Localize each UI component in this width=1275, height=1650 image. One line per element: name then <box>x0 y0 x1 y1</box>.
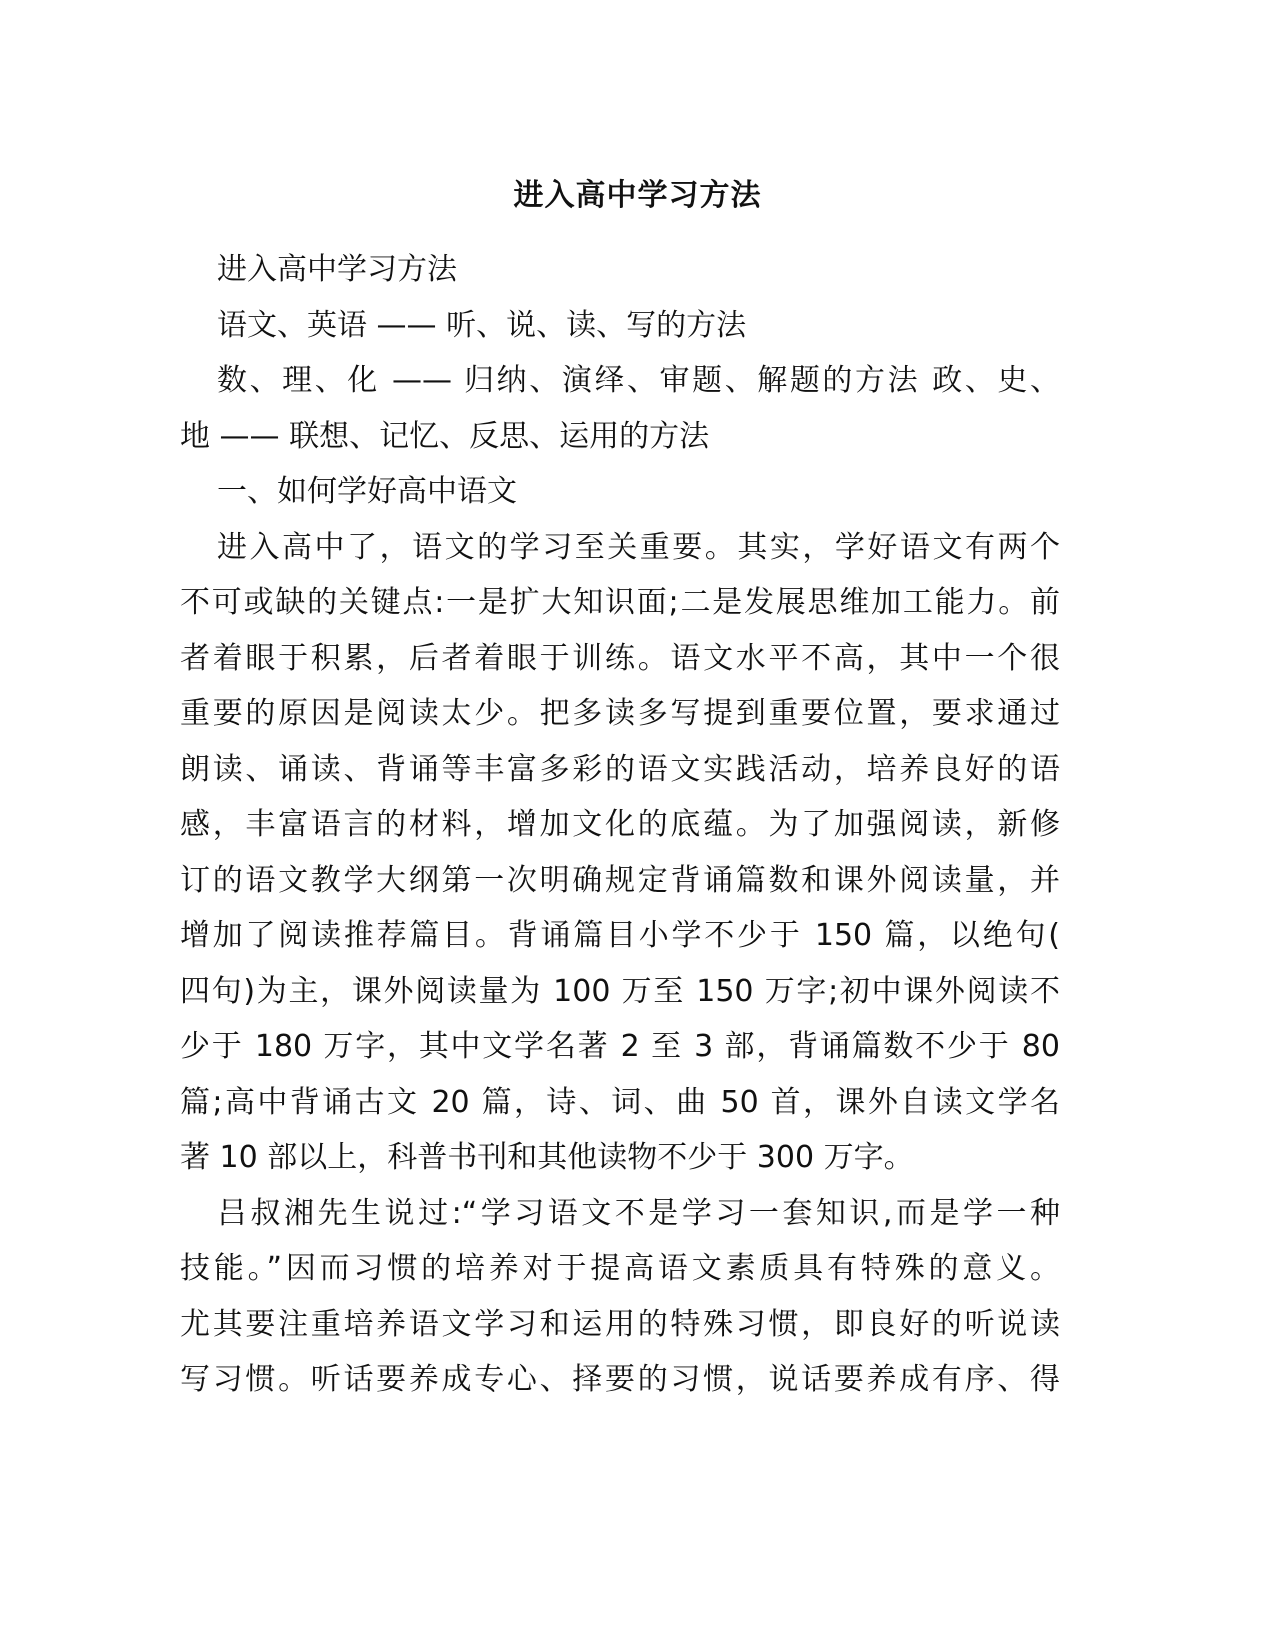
paragraph-line: 四句)为主，课外阅读量为 100 万至 150 万字;初中课外阅读不 <box>180 973 1060 1009</box>
paragraph-line: 者着眼于积累，后者着眼于训练。语文水平不高，其中一个很 <box>180 640 1060 676</box>
document-title: 进入高中学习方法 <box>513 178 762 213</box>
intro-line-language: 语文、英语 —— 听、说、读、写的方法 <box>217 307 747 343</box>
section-heading: 一、如何学好高中语文 <box>217 474 517 509</box>
paragraph-line: 写习惯。听话要养成专心、择要的习惯，说话要养成有序、得 <box>180 1362 1060 1397</box>
paragraph-line: 不可或缺的关键点:一是扩大知识面;二是发展思维加工能力。前 <box>180 585 1060 620</box>
paragraph-line: 重要的原因是阅读太少。把多读多写提到重要位置，要求通过 <box>180 696 1060 731</box>
paragraph-line: 吕叔湘先生说过:“学习语文不是学习一套知识,而是学一种 <box>217 1195 1060 1231</box>
document-body <box>180 242 1060 1408</box>
intro-heading: 进入高中学习方法 <box>217 252 457 287</box>
intro-line-science: 数、理、化 —— 归纳、演绎、审题、解题的方法 政、史、 <box>217 363 1060 398</box>
paragraph-line: 尤其要注重培养语文学习和运用的特殊习惯，即良好的听说读 <box>180 1306 1060 1342</box>
paragraph-line: 少于 180 万字，其中文学名著 2 至 3 部，背诵篇数不少于 80 <box>180 1029 1060 1064</box>
paragraph-line: 进入高中了，语文的学习至关重要。其实，学好语文有两个 <box>217 529 1060 565</box>
intro-line-humanities: 地 —— 联想、记忆、反思、运用的方法 <box>180 418 710 454</box>
paragraph-line: 技能。”因而习惯的培养对于提高语文素质具有特殊的意义。 <box>180 1251 1060 1286</box>
paragraph-line: 篇;高中背诵古文 20 篇，诗、词、曲 50 首，课外自读文学名 <box>180 1084 1060 1120</box>
paragraph-line: 感，丰富语言的材料，增加文化的底蕴。为了加强阅读，新修 <box>180 807 1060 842</box>
paragraph-line: 订的语文教学大纲第一次明确规定背诵篇数和课外阅读量，并 <box>180 862 1060 898</box>
paragraph-line: 增加了阅读推荐篇目。背诵篇目小学不少于 150 篇，以绝句( <box>180 918 1060 953</box>
paragraph-line: 朗读、诵读、背诵等丰富多彩的语文实践活动，培养良好的语 <box>180 751 1060 787</box>
paragraph-line: 著 10 部以上，科普书刊和其他读物不少于 300 万字。 <box>180 1140 914 1175</box>
